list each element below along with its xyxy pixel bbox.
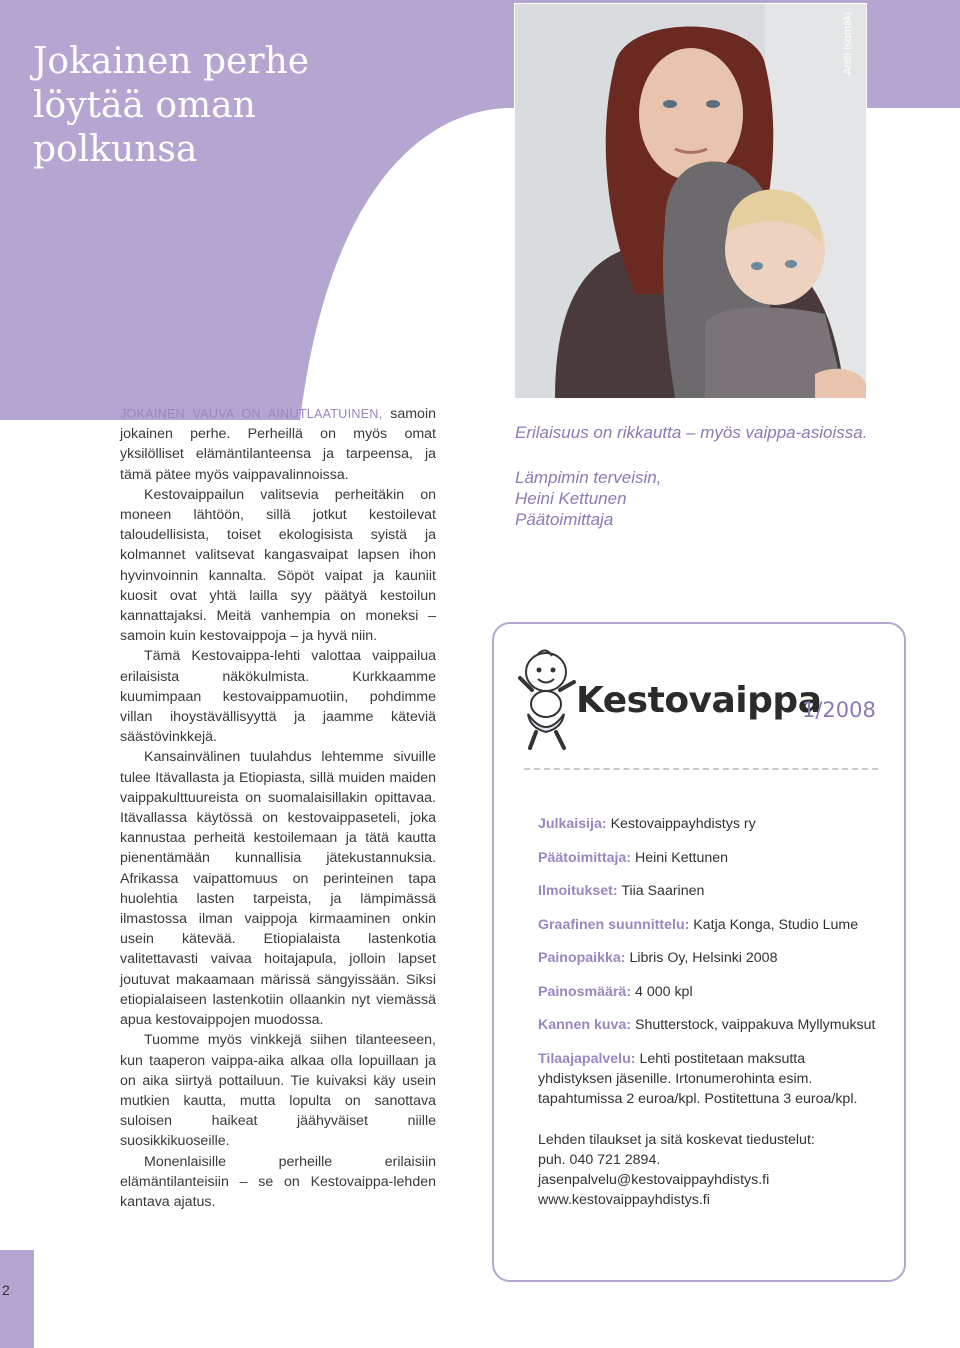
credit-label: Kannen kuva: [538, 1017, 632, 1033]
credit-value: Katja Konga, Studio Lume [693, 916, 859, 933]
credit-row [538, 982, 878, 1002]
article-body [120, 404, 436, 1212]
order-line: Lehden tilaukset ja sitä koskevat tiedustelut: [538, 1132, 815, 1148]
article-paragraph: Tämä Kestovaippa-lehti valottaa vaippailua erilaisista näkökulmista. Kurkkaamme kuumimpaan kestovaippamuotiin, pohdimme villan ihoystävällisyyttä ja jaamme käteviä säästövinkkejä. [120, 648, 436, 746]
article-paragraph [120, 404, 436, 485]
credit-label: Ilmoitukset: [538, 883, 618, 899]
credit-label: Päätoimittaja: [538, 849, 632, 866]
credit-value: Lehti postitetaan maksutta yhdistyksen jäsenille. Irtonumerohinta esim. tapahtumissa 2 euroa/kpl. Postitettuna 3 euroa/kpl. [538, 1050, 858, 1107]
signature-block [515, 467, 867, 530]
editor-signature [515, 422, 867, 530]
credit-label: Graafinen suunnittelu: [538, 916, 690, 933]
credits-list [538, 814, 878, 1122]
credit-label: Painosmäärä: [538, 983, 632, 1000]
page-number: 2 [2, 1282, 10, 1298]
phone-number: puh. 040 721 2894. [538, 1152, 661, 1168]
article-paragraph: Monenlaisille perheille erilaisiin elämäntilanteisiin – se on Kestovaippa-lehden kantava ajatus. [120, 1153, 436, 1210]
credit-label: Julkaisija: [538, 816, 607, 832]
credit-row [538, 848, 878, 868]
editor-photo [514, 3, 867, 399]
title-line: polkunsa [33, 129, 198, 170]
credit-row [538, 1015, 878, 1035]
order-info [538, 1130, 878, 1210]
credit-value: Kestovaippayhdistys ry [610, 816, 756, 832]
lead-in: JOKAINEN VAUVA ON AINUTLAATUINEN, [120, 407, 383, 421]
credit-row [538, 915, 878, 935]
email-link[interactable]: jasenpalvelu@kestovaippayhdistys.fi [538, 1172, 770, 1188]
dashed-divider [524, 768, 878, 770]
credit-row [538, 948, 878, 968]
title-line: Jokainen perhe [33, 41, 310, 82]
credit-row [538, 1049, 878, 1109]
credit-label: Painopaikka: [538, 950, 626, 966]
editor-role: Päätoimittaja [515, 510, 614, 529]
credit-value: Libris Oy, Helsinki 2008 [629, 950, 778, 966]
magazine-issue: 1/2008 [802, 698, 876, 722]
credit-value: Tiia Saarinen [621, 883, 705, 899]
baby-mascot-icon [512, 648, 580, 752]
editor-name: Heini Kettunen [515, 489, 627, 508]
credit-value: Heini Kettunen [634, 849, 729, 866]
magazine-title: Kestovaippa [576, 680, 822, 721]
credit-row [538, 881, 878, 901]
credit-label: Tilaajapalvelu: [538, 1050, 636, 1067]
page-title [33, 40, 309, 172]
credit-value: 4 000 kpl [635, 983, 693, 1000]
paragraph-text: samoin jokainen perhe. Perheillä on myös omat yksilölliset elämäntilanteensa ja tarpeensa, ja tämä pätee myös vaippavalinnoissa. [120, 406, 436, 483]
closing-quote: Erilaisuus on rikkautta – myös vaippa-asioissa. [515, 423, 868, 442]
credit-value: Shutterstock, vaippakuva Myllymuksut [634, 1017, 876, 1033]
article-paragraph: Tuomme myös vinkkejä siihen tilanteeseen, kun taaperon vaippa-aika alkaa olla lopuillaan ja on aika siirtyä pottailuun. Tie kuivaksi käy usein mutkien kautta, mutta lopulta on sanottava suloisen haikeat jäähyväiset niille suosikkikuoseille. [120, 1032, 436, 1150]
photo-illustration [515, 4, 866, 398]
credit-row [538, 814, 878, 834]
article-paragraph: Kestovaippailun valitsevia perheitäkin on moneen lähtöön, sillä jotkut kestoilevat taloudellisista, toiset ekologisista syistä ja kolmannet valitsevat kangasvaipat lapsen ihon hyvinvoinnin kannalta. Söpöt vaipat ja kauniit kuosit ovat yhtä lailla syy päätyä kestoilun kannattajaksi. Meitä vanhempia on moneksi – samoin kuin kestovaippoja – ja hyvä niin. [120, 486, 436, 645]
greeting: Lämpimin terveisin, [515, 468, 662, 487]
impressum-box [492, 622, 906, 1282]
photo-credit: Antti Isomäki [842, 12, 854, 75]
article-paragraph: Kansainvälinen tuulahdus lehtemme sivuille tulee Itävallasta ja Etiopiasta, sillä muiden maiden vaippakulttuureista on suomalaisillakin opittavaa. Itävallassa käytössä on kestovaippaseteli, joka kannustaa perheitä kestoilemaan ja tätä kautta pienentämään kunnallisia jätekustannuksia. Afrikassa vaipattomuus on perinteinen tapa huolehtia lasten tarpeista, ja lämpimässä ilmastossa ilman vaippoja kirmaaminen onkin usein kätevää. Etiopialaista lastenkotia valitettavasti vaivaa hoitajapula, jolloin lapset joutuvat makaamaan märissä sängyissään. Siksi etiopialaiseen lastenkotiin ollaankin nyt viemässä apua kestovaippojen muodossa. [120, 749, 436, 1029]
title-line: löytää oman [33, 85, 256, 126]
page-edge-strip [0, 1250, 34, 1348]
website-link[interactable]: www.kestovaippayhdistys.fi [538, 1192, 710, 1208]
